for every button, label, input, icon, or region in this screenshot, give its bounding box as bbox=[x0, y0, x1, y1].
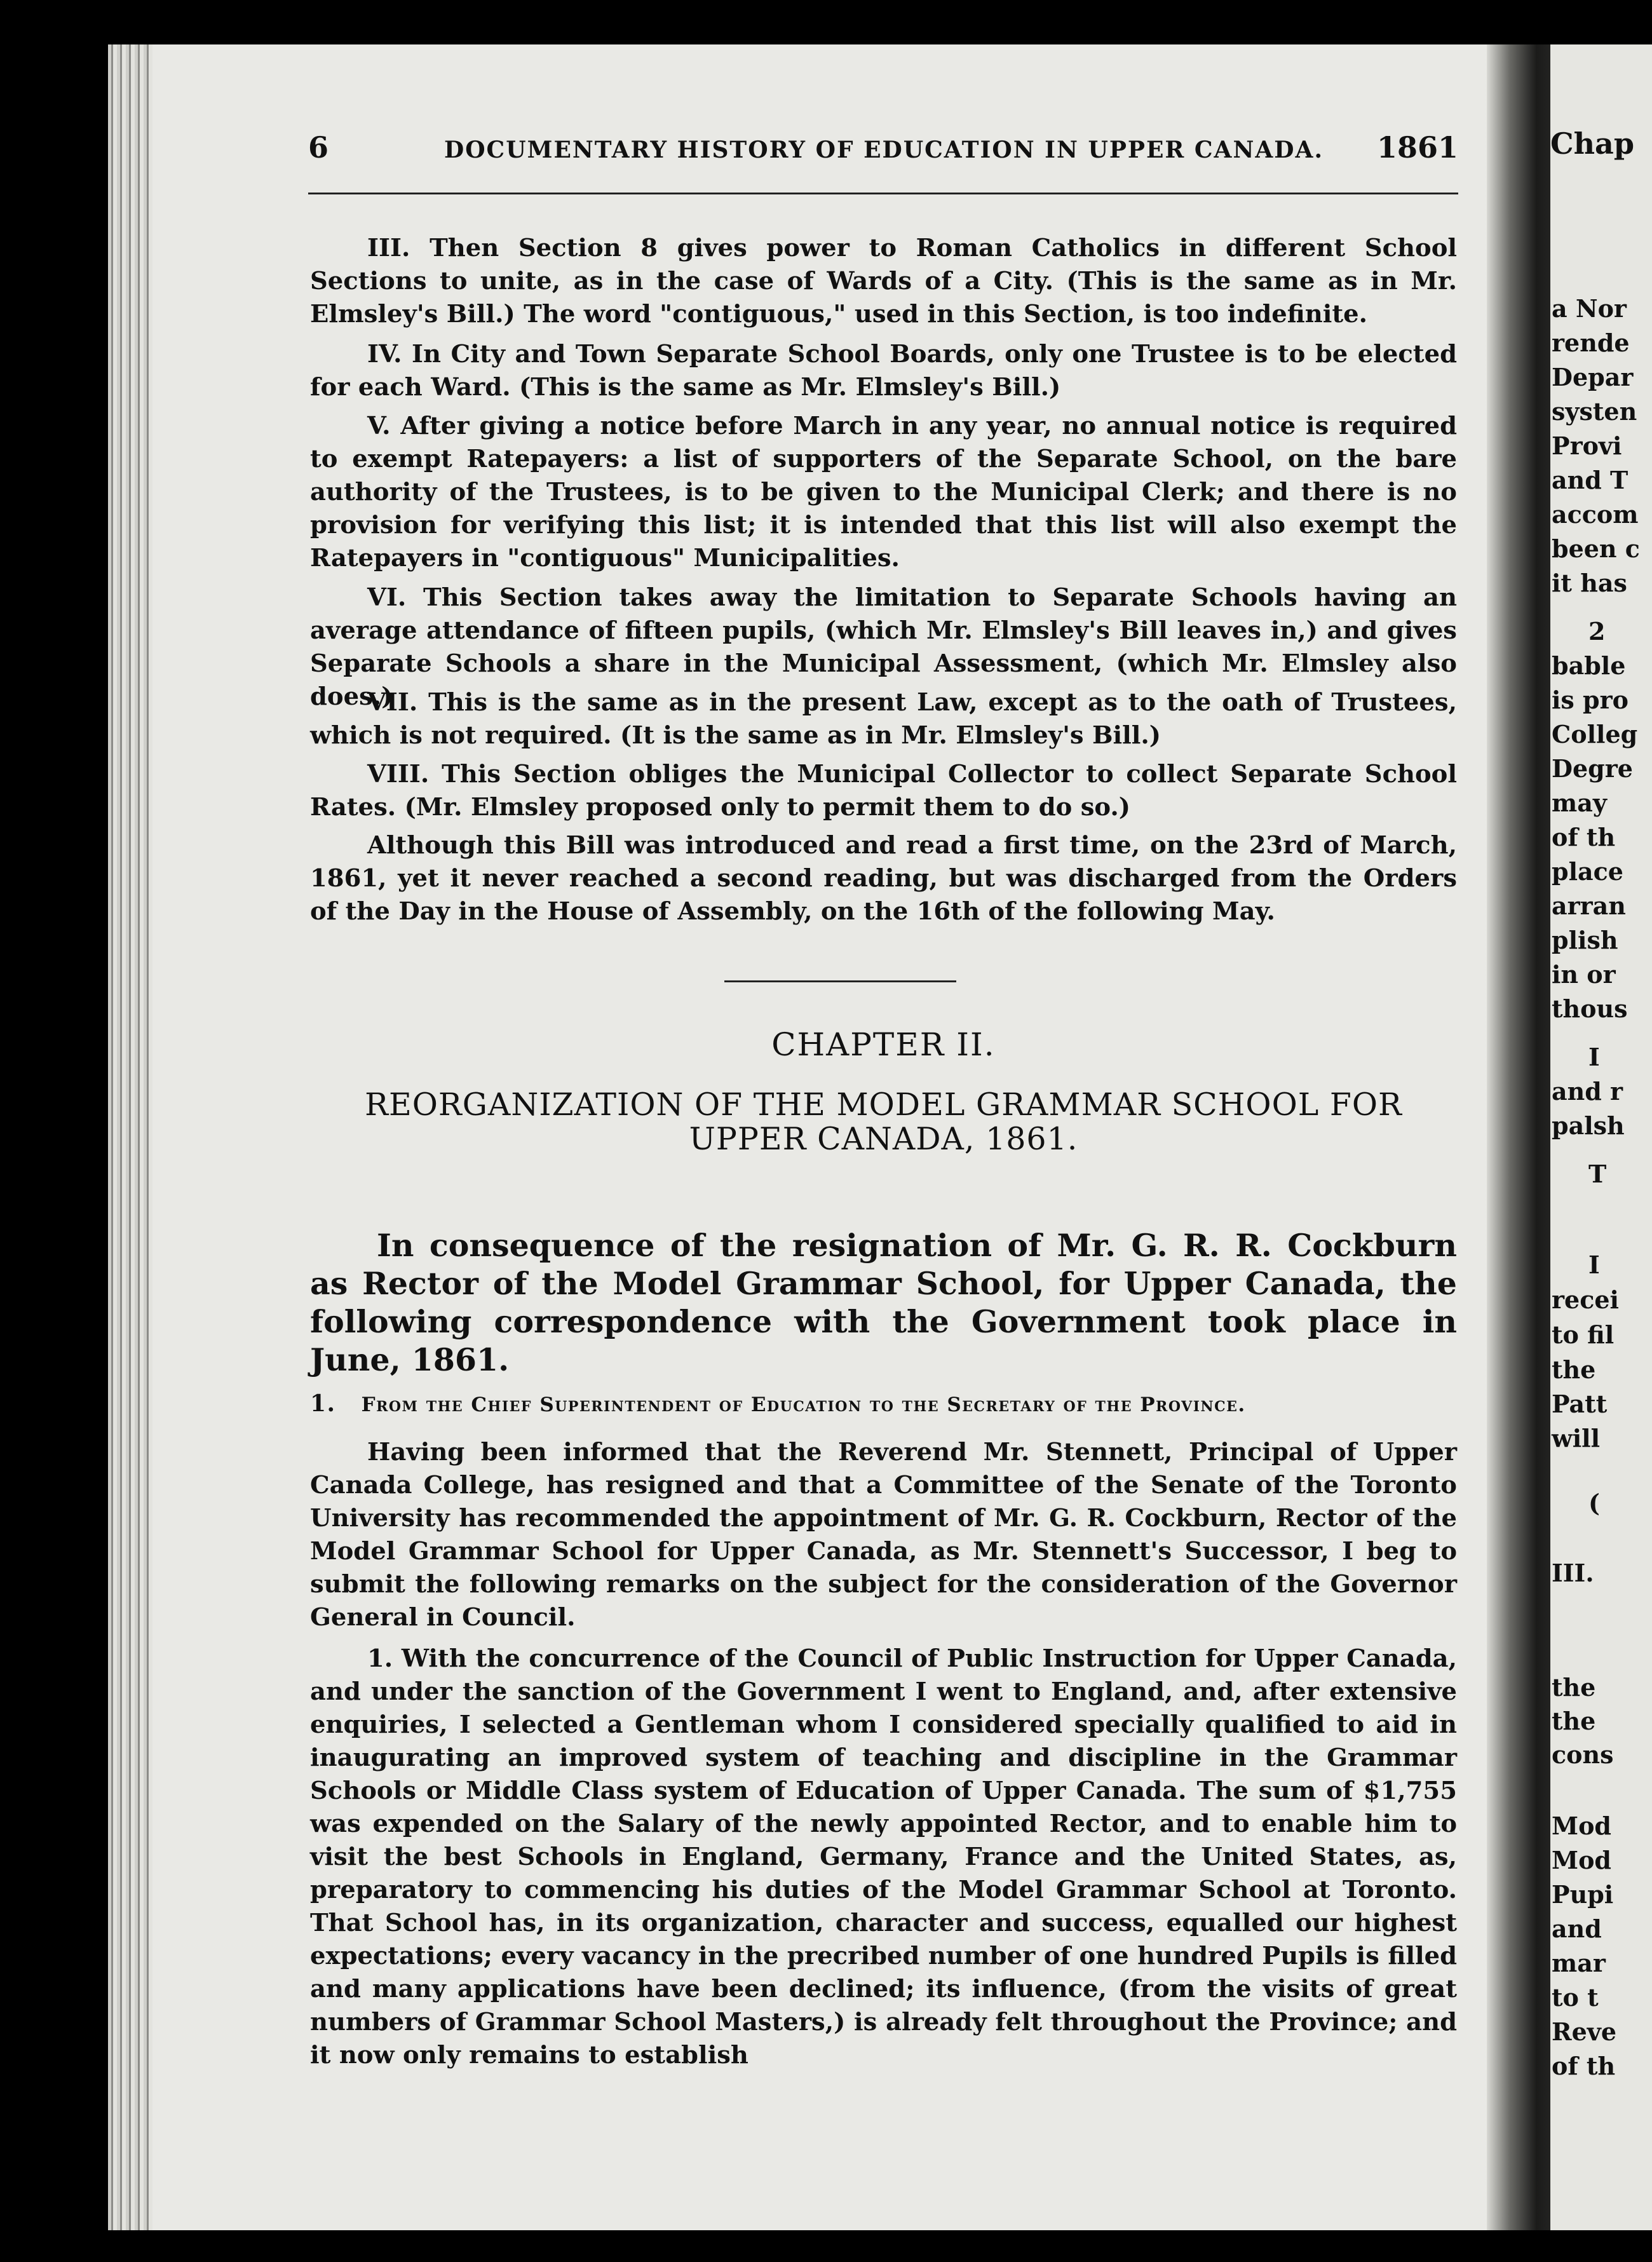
right-page-line: it has bbox=[1552, 569, 1627, 597]
right-page-line: plish bbox=[1552, 926, 1618, 954]
letter-number: 1. bbox=[310, 1390, 336, 1417]
right-page-line: the bbox=[1552, 1355, 1596, 1384]
right-page-line: will bbox=[1552, 1424, 1601, 1453]
chapter-intro: In consequence of the resignation of Mr. G. R. R. Cockburn as Rector of the Model Grammar School, for Upper Canada, the following correspondence with the Government took place in June, 1861. bbox=[310, 1227, 1457, 1378]
right-page-line: systen bbox=[1552, 397, 1637, 426]
right-page-line: thous bbox=[1552, 994, 1628, 1023]
paragraph-section-iv: IV. In City and Town Separate School Boards, only one Trustee is to be elected for each Ward. (This is the same as Mr. Elmsley's Bill.) bbox=[310, 340, 1457, 402]
right-page-line: Pupi bbox=[1552, 1880, 1614, 1909]
letter-paragraph-1: 1. With the concurrence of the Council of Public Instruction for Upper Canada, and under the sanction of the Government I went to England, and, after extensive enquiries, I selected a Gentleman whom I considered specially qualified to aid in inaugurating an improved system of teaching and discipline in the Grammar Schools or Middle Class system of Education of Upper Canada. The sum of $1,755 was expended on the Salary of the newly appointed Rector, and to enable him to visit the best Schools in England, Germany, France and the United States, as, preparatory to commencing his duties of the Model Grammar School at Toronto. That School has, in its organization, character and success, equalled our highest expectations; every vacancy in the precribed number of one hundred Pupils is filled and many applications have been declined; its influence, (from the visits of great numbers of Grammar School Masters,) is already felt throughout the Province; and it now only remains to establish bbox=[310, 1644, 1457, 2069]
right-page-line: recei bbox=[1552, 1285, 1619, 1314]
paragraph-section-v: V. After giving a notice before March in any year, no annual notice is required to exempt Ratepayers: a list of supporters of the Separate School, on the bare authority of the Trustees, is to be given to the Municipal Clerk; and there is no provision for verifying this list; it is intended that this list will also exempt the Ratepayers in "contiguous" Municipalities. bbox=[310, 412, 1457, 572]
section-separator bbox=[724, 980, 956, 982]
letter-heading bbox=[310, 1390, 1457, 1417]
chapter-title bbox=[310, 1088, 1457, 1156]
right-page-line: rende bbox=[1552, 328, 1630, 357]
right-page-line: in or bbox=[1552, 960, 1616, 989]
right-page-line: III. bbox=[1552, 1559, 1594, 1587]
right-page-line: ( bbox=[1588, 1489, 1600, 1517]
right-page-line: cons bbox=[1552, 1740, 1614, 1769]
right-page-line: is pro bbox=[1552, 686, 1628, 714]
right-page-line: T bbox=[1588, 1160, 1607, 1188]
right-page-line: of th bbox=[1552, 823, 1616, 851]
paragraph-section-vii: VII. This is the same as in the present Law, except as to the oath of Trustees, which is not required. (It is the same as in Mr. Elmsley's Bill.) bbox=[310, 688, 1457, 750]
chapter-number: CHAPTER II. bbox=[771, 1026, 996, 1063]
right-page-line: Mod bbox=[1552, 1846, 1611, 1874]
right-page-line: Colleg bbox=[1552, 720, 1638, 748]
right-page-line: I bbox=[1588, 1043, 1600, 1071]
right-page-line: to t bbox=[1552, 1983, 1599, 2012]
letter-paragraph-intro: Having been informed that the Reverend Mr. Stennett, Principal of Upper Canada College, has resigned and that a Committee of the Senate of the Toronto University has recommended the appointment of Mr. G. R. Cockburn, Rector of the Model Grammar School for Upper Canada, as Mr. Stennett's Successor, I beg to submit the following remarks on the subject for the consideration of the Governor General in Council. bbox=[310, 1438, 1457, 1632]
page-header bbox=[308, 130, 1458, 175]
right-page-line: I bbox=[1588, 1250, 1600, 1279]
right-page-line: and r bbox=[1552, 1077, 1623, 1106]
right-page-line: the bbox=[1552, 1673, 1596, 1702]
right-page-line: may bbox=[1552, 789, 1607, 817]
running-title: DOCUMENTARY HISTORY OF EDUCATION IN UPPER CANADA. bbox=[443, 137, 1324, 163]
right-page-line: palsh bbox=[1552, 1111, 1625, 1140]
right-page-line: Depar bbox=[1552, 363, 1634, 391]
paragraph-bill-discharged: Although this Bill was introduced and read a first time, on the 23rd of March, 1861, yet it never reached a second reading, but was discharged from the Orders of the Day in the House of Assembly, on the 16th of the following May. bbox=[310, 831, 1457, 926]
right-page-line: to fil bbox=[1552, 1320, 1615, 1349]
right-page-line: mar bbox=[1552, 1949, 1606, 1977]
header-rule bbox=[308, 193, 1458, 194]
right-page-line: been c bbox=[1552, 534, 1640, 563]
page-number: 6 bbox=[308, 130, 329, 165]
right-page-line: accom bbox=[1552, 500, 1639, 529]
right-page-line: Provi bbox=[1552, 431, 1622, 460]
right-page-line: arran bbox=[1552, 891, 1626, 920]
right-page-line: and T bbox=[1552, 466, 1628, 494]
right-page-line: place bbox=[1552, 857, 1623, 886]
chapter-title-line1: REORGANIZATION OF THE MODEL GRAMMAR SCHOOL FOR bbox=[365, 1087, 1402, 1123]
page-edges bbox=[108, 44, 152, 2230]
right-page-line: the bbox=[1552, 1707, 1596, 1735]
right-page-line: Degre bbox=[1552, 754, 1633, 783]
right-page-fragment bbox=[1550, 44, 1652, 2230]
right-page-header: Chap bbox=[1550, 126, 1635, 161]
chapter-title-line2: UPPER CANADA, 1861. bbox=[689, 1121, 1078, 1157]
right-page-line: Reve bbox=[1552, 2017, 1617, 2046]
header-year: 1861 bbox=[1376, 130, 1458, 165]
right-page-line: bable bbox=[1552, 651, 1626, 680]
paragraph-section-iii: III. Then Section 8 gives power to Roman Catholics in different School Sections to unite, as in the case of Wards of a City. (This is the same as in Mr. Elmsley's Bill.) The word "contiguous," used in this Section, is too indefinite. bbox=[310, 234, 1457, 328]
right-page-line: a Nor bbox=[1552, 294, 1627, 323]
paragraph-section-viii: VIII. This Section obliges the Municipal Collector to collect Separate School Rates. (Mr. Elmsley proposed only to permit them to do so.) bbox=[310, 760, 1457, 822]
right-page-line: 2 bbox=[1588, 617, 1606, 646]
right-page-line: Mod bbox=[1552, 1812, 1611, 1840]
paragraph-section-vi: VI. This Section takes away the limitation to Separate Schools having an average attendance of fifteen pupils, (which Mr. Elmsley's Bill leaves in,) and gives Separate Schools a share in the Municipal Assessment, (which Mr. Elmsley also does.) bbox=[310, 583, 1457, 711]
right-page-line: and bbox=[1552, 1914, 1602, 1943]
right-page-line: Patt bbox=[1552, 1390, 1608, 1418]
letter-heading-text: From the Chief Superintendent of Education to the Secretary of the Province. bbox=[361, 1393, 1246, 1416]
right-page-line: of th bbox=[1552, 2052, 1616, 2080]
